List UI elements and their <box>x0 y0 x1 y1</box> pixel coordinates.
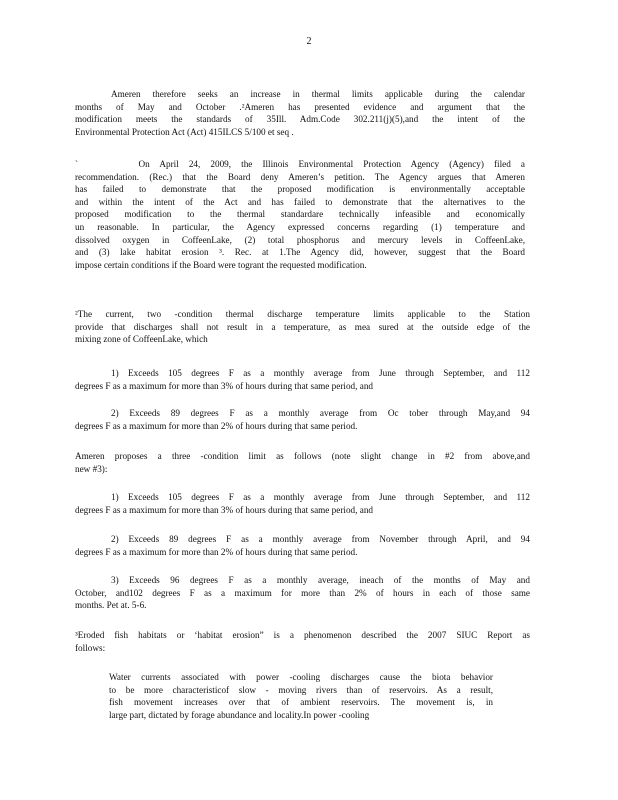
condition-line: degrees F as a maximum for more than 3% of hours during that same period, and <box>75 380 374 391</box>
text-line: dissolved oxygen in CoffeenLake, (2) total phosphorus and mercury levels in CoffeenLake, <box>75 234 525 245</box>
proposal-line: new #3): <box>75 463 108 474</box>
page-number: 2 <box>306 36 312 47</box>
condition-line: 3) Exceeds 96 degrees F as a monthly average, ineach of the months of May and <box>111 575 530 585</box>
condition-line: 2) Exceeds 89 degrees F as a monthly average from November through April, and 94 <box>111 534 530 544</box>
block-quote <box>109 671 493 721</box>
condition-line: 1) Exceeds 105 degrees F as a monthly average from June through September, and 112 <box>111 368 530 378</box>
text-line: modification meets the standards of 35Ill. Adm.Code 302.211(j)(5),and the intent of the <box>75 114 525 125</box>
footnote-line: ²The current, two -condition thermal discharge temperature limits applicable to the Station <box>75 309 530 319</box>
condition-line: degrees F as a maximum for more than 2% of hours during that same period. <box>75 420 358 431</box>
paragraph-thermal-limits <box>75 88 525 138</box>
current-condition-2 <box>75 407 530 432</box>
text-line: un reasonable. In particular, the Agency expressed concerns regarding (1) temperature and <box>75 221 525 232</box>
footnote-3 <box>75 629 530 654</box>
paragraph-agency-recommendation <box>75 158 525 271</box>
proposal-line: Ameren proposes a three -condition limit as follows (note slight change in #2 from above,and <box>75 451 530 461</box>
footnote-line: follows: <box>75 642 106 653</box>
ameren-proposal <box>75 450 530 475</box>
proposed-condition-3 <box>75 574 530 612</box>
condition-line: degrees F as a maximum for more than 2% of hours during that same period. <box>75 546 358 557</box>
quote-line: fish movement increases over that of ambient reservoirs. The movement is, in <box>109 697 493 708</box>
text-line: and within the intent of the Act and has failed to demonstrate that the alternatives to the <box>75 196 525 207</box>
proposed-condition-1 <box>75 491 530 516</box>
text-line: proposed modification to the thermal standardare technically infeasible and economically <box>75 209 525 220</box>
quote-line: Water currents associated with power -cooling discharges cause the biota behavior <box>109 672 493 682</box>
condition-line: 2) Exceeds 89 degrees F as a monthly average from Oc tober through May,and 94 <box>111 408 530 418</box>
condition-line: 1) Exceeds 105 degrees F as a monthly average from June through September, and 112 <box>111 492 530 502</box>
footnote-2 <box>75 308 530 346</box>
text-line: recommendation. (Rec.) that the Board deny Ameren’s petition. The Agency argues that Ameren <box>75 171 525 182</box>
footnote-line: mixing zone of CoffeenLake, which <box>75 334 208 345</box>
condition-line: months. Pet at. 5-6. <box>75 600 147 611</box>
text-line: impose certain conditions if the Board were togrant the requested modification. <box>75 259 367 270</box>
text-line: Ameren therefore seeks an increase in thermal limits applicable during the calendar <box>111 89 525 99</box>
condition-line: degrees F as a maximum for more than 3% of hours during that same period, and <box>75 504 374 515</box>
footnote-line: provide that discharges shall not result in a temperature, as mea sured at the outside edge of the <box>75 321 530 332</box>
text-line: Environmental Protection Act (Act) 415ILCS 5/100 et seq . <box>75 126 294 137</box>
proposed-condition-2 <box>75 533 530 558</box>
text-line: ` On April 24, 2009, the Illinois Environmental Protection Agency (Agency) filed a <box>75 159 525 169</box>
text-line: has failed to demonstrate that the proposed modification is environmentally acceptable <box>75 184 525 195</box>
quote-line: to be more characteristicof slow - moving rivers than of reservoirs. As a result, <box>109 684 493 695</box>
footnote-line: ³Eroded fish habitats or ‘habitat erosion” is a phenomenon described the 2007 SIUC Report as <box>75 630 530 640</box>
condition-line: October, and102 degrees F as a maximum for more than 2% of hours in each of those same <box>75 587 530 598</box>
current-condition-1 <box>75 367 530 392</box>
quote-line: large part, dictated by forage abundance and locality.In power -cooling <box>109 709 370 720</box>
text-line: and (3) lake habitat erosion ³. Rec. at 1.The Agency did, however, suggest that the Board <box>75 247 525 258</box>
text-line: months of May and October .²Ameren has presented evidence and argument that the <box>75 101 525 112</box>
